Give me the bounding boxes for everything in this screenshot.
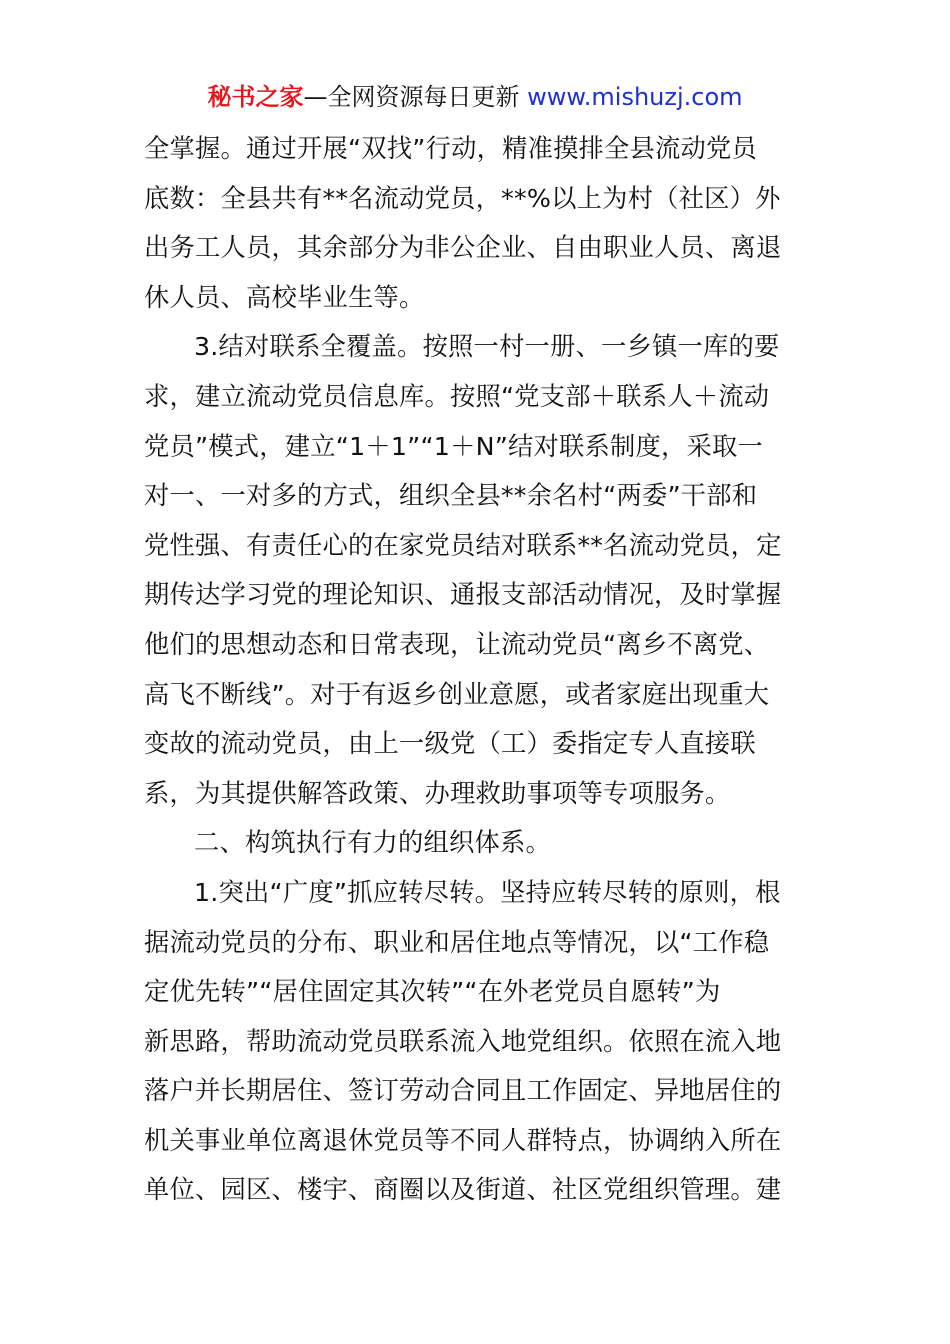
text-line: 变故的流动党员，由上一级党（工）委指定专人直接联 bbox=[144, 729, 756, 759]
text-line: 新思路，帮助流动党员联系流入地党组织。依照在流入地 bbox=[144, 1026, 782, 1056]
header-url[interactable]: www.mishuzj.com bbox=[527, 83, 743, 111]
text-line: 求，建立流动党员信息库。按照“党支部＋联系人＋流动 bbox=[144, 381, 770, 411]
text-line: 定优先转”“居住固定其次转”“在外老党员自愿转”为 bbox=[144, 977, 721, 1007]
page-header bbox=[0, 80, 950, 114]
document-body bbox=[144, 124, 809, 1215]
text-line: 他们的思想动态和日常表现，让流动党员“离乡不离党、 bbox=[144, 629, 770, 659]
text-line: 据流动党员的分布、职业和居住地点等情况，以“工作稳 bbox=[144, 927, 770, 957]
text-line: 单位、园区、楼宇、商圈以及街道、社区党组织管理。建 bbox=[144, 1175, 782, 1205]
text-line: 期传达学习党的理论知识、通报支部活动情况，及时掌握 bbox=[144, 580, 782, 610]
text-line: 党性强、有责任心的在家党员结对联系**名流动党员，定 bbox=[144, 530, 782, 560]
text-line: 底数：全县共有**名流动党员，**%以上为村（社区）外 bbox=[144, 183, 781, 213]
text-line: 出务工人员，其余部分为非公企业、自由职业人员、离退 bbox=[144, 233, 782, 263]
text-line: 3.结对联系全覆盖。按照一村一册、一乡镇一库的要 bbox=[194, 332, 780, 362]
header-brand: 秘书之家 bbox=[207, 83, 304, 111]
header-tagline: —全网资源每日更新 bbox=[303, 83, 528, 111]
text-line: 机关事业单位离退休党员等不同人群特点，协调纳入所在 bbox=[144, 1125, 782, 1155]
text-line: 1.突出“广度”抓应转尽转。坚持应转尽转的原则，根 bbox=[194, 877, 781, 907]
text-line: 对一、一对多的方式，组织全县**余名村“两委”干部和 bbox=[144, 481, 758, 511]
text-line: 二、构筑执行有力的组织体系。 bbox=[194, 828, 551, 858]
text-line: 休人员、高校毕业生等。 bbox=[144, 282, 425, 312]
text-line: 高飞不断线”。对于有返乡创业意愿，或者家庭出现重大 bbox=[144, 679, 770, 709]
text-line: 党员”模式，建立“1＋1”“1＋N”结对联系制度，采取一 bbox=[144, 431, 763, 461]
text-line: 落户并长期居住、签订劳动合同且工作固定、异地居住的 bbox=[144, 1076, 782, 1106]
text-line: 系，为其提供解答政策、办理救助事项等专项服务。 bbox=[144, 778, 731, 808]
text-line: 全掌握。通过开展“双找”行动，精准摸排全县流动党员 bbox=[144, 134, 758, 163]
